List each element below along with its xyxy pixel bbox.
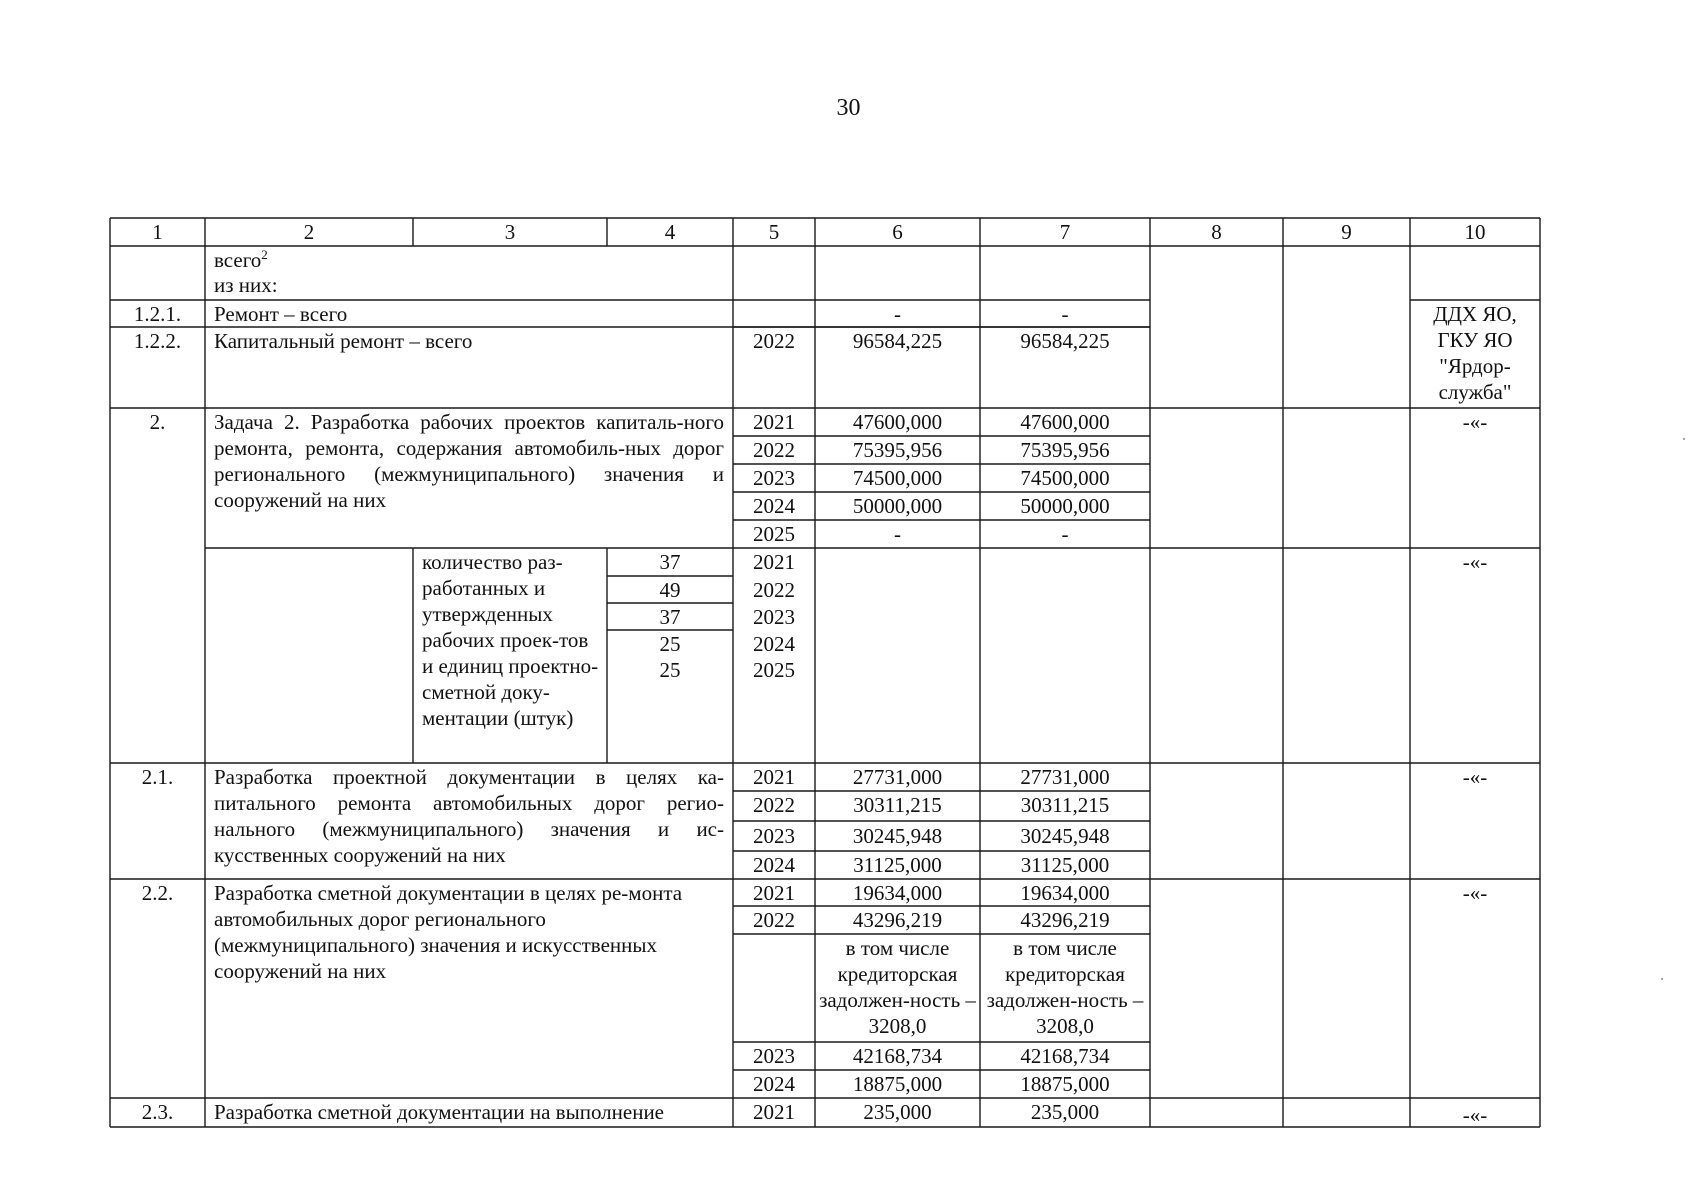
indicator-executor: -«-	[1462, 550, 1488, 574]
row-2-1-number: 2.1.	[141, 765, 174, 789]
indicator-year: 2022	[753, 578, 795, 602]
row-2-2-executor: -«-	[1462, 881, 1488, 905]
row-2-2-col7: 43296,219	[1020, 908, 1110, 932]
indicator-year: 2025	[753, 658, 795, 682]
page-number: 30	[836, 95, 861, 121]
row-2-1-col7: 31125,000	[1020, 853, 1110, 877]
row-1-2-1-name: Ремонт – всего	[214, 302, 348, 326]
indicator-name: количество раз-работанных и утвержденных рабочих проек-тов и единиц проектно-сметной доку-ментации (штук)	[422, 550, 599, 730]
row-2-1-col6: 30311,215	[853, 793, 942, 817]
row-2-year: 2021	[753, 410, 795, 434]
row-2-1-col6: 30245,948	[852, 824, 943, 848]
row-2-1-col6: 31125,000	[853, 853, 942, 877]
row-2-2-year: 2024	[753, 1072, 795, 1096]
row-2-1-executor: -«-	[1462, 765, 1488, 789]
row-1-2-1-col7: -	[1061, 302, 1069, 326]
indicator-value: 25	[659, 658, 681, 682]
row-2-name: Задача 2. Разработка рабочих проектов капиталь-ного ремонта, ремонта, содержания автомобиль-ных дорог регионального (межмуниципального) значения и сооружений на них	[214, 410, 724, 512]
row-2-col6: 47600,000	[852, 410, 943, 434]
row-2-2-number: 2.2.	[141, 881, 174, 905]
row-2-col7: 50000,000	[1020, 494, 1110, 518]
row-2-col6: -	[894, 522, 901, 546]
row-1-2-2-year: 2022	[753, 329, 795, 353]
header-col-2: 2	[303, 220, 315, 244]
row-2-2-name: Разработка сметной документации в целях ре-монта автомобильных дорог регионального (межмуниципального) значения и искусственных сооружений на них	[214, 881, 683, 983]
header-col-4: 4	[664, 220, 676, 244]
row-1-2-2-name: Капитальный ремонт – всего	[214, 329, 473, 353]
indicator-value: 37	[659, 605, 681, 629]
row-2-1-col6: 27731,000	[852, 765, 943, 789]
row-2-3-col6: 235,000	[863, 1100, 932, 1124]
header-col-6: 6	[892, 220, 903, 244]
row-2-number: 2.	[149, 410, 166, 434]
row-2-1-year: 2022	[753, 793, 795, 817]
row-2-col7: 47600,000	[1020, 410, 1110, 434]
row-2-col7: -	[1061, 522, 1069, 546]
row-2-1-year: 2023	[753, 824, 795, 848]
row-2-1-col7: 30311,215	[1020, 793, 1110, 817]
indicator-year: 2021	[753, 550, 795, 574]
row-2-year: 2024	[753, 494, 795, 518]
row-2-2-col7: 19634,000	[1020, 881, 1110, 905]
row-2-3-executor: -«-	[1462, 1103, 1488, 1127]
indicator-year: 2024	[753, 632, 795, 656]
row-2-1-name: Разработка проектной документации в целях ка-питального ремонта автомобильных дорог регио-нального (межмуниципального) значения и ис-кусственных сооружений на них	[214, 765, 724, 867]
scan-speck	[1661, 978, 1663, 980]
row-2-1-col7: 27731,000	[1020, 765, 1110, 789]
row-2-col6: 75395,956	[852, 438, 943, 462]
row-2-1-year: 2021	[753, 765, 795, 789]
row-1-2-2-col6: 96584,225	[852, 329, 943, 353]
indicator-value: 49	[659, 578, 681, 602]
row-2-year: 2022	[753, 438, 795, 462]
intro-of-them-label: из них:	[214, 273, 278, 297]
row-2-1-year: 2024	[753, 853, 795, 877]
row-2-3-number: 2.3.	[141, 1100, 174, 1124]
row-2-col7: 75395,956	[1020, 438, 1110, 462]
indicator-year: 2023	[753, 605, 795, 629]
row-2-3-year: 2021	[753, 1100, 795, 1124]
row-1-2-2-number: 1.2.2.	[133, 329, 182, 353]
indicator-value: 25	[659, 632, 681, 656]
row-2-col6: 74500,000	[852, 466, 943, 490]
executor-label: ДДХ ЯО, ГКУ ЯО "Ярдор-служба"	[1433, 302, 1517, 404]
row-1-2-1-col6: -	[894, 302, 901, 326]
indicator-value: 37	[659, 550, 681, 574]
scan-speck	[1683, 438, 1685, 440]
row-2-2-col6: 42168,734	[852, 1044, 943, 1068]
header-col-5: 5	[768, 220, 780, 244]
header-col-7: 7	[1059, 220, 1071, 244]
row-2-3-col7: 235,000	[1030, 1100, 1100, 1124]
row-1-2-2-col7: 96584,225	[1020, 329, 1110, 353]
row-2-executor: -«-	[1462, 410, 1488, 434]
footnote-mark: 2	[261, 247, 268, 262]
row-2-2-col6: 18875,000	[852, 1072, 943, 1096]
row-2-2-col6: 43296,219	[852, 908, 943, 932]
row-2-2-year: 2021	[753, 881, 795, 905]
row-2-col7: 74500,000	[1020, 466, 1110, 490]
header-col-1: 1	[152, 220, 163, 244]
row-2-year: 2025	[753, 522, 795, 546]
row-2-2-col6-note: в том числе кредиторская задолжен-ность – 3208,0	[819, 936, 976, 1038]
row-2-col6: 50000,000	[852, 494, 943, 518]
header-col-9: 9	[1341, 220, 1352, 244]
row-2-year: 2023	[753, 466, 795, 490]
header-col-10: 10	[1464, 220, 1486, 244]
row-2-2-year: 2023	[753, 1044, 795, 1068]
header-col-3: 3	[504, 220, 516, 244]
row-2-2-col7-note: в том числе кредиторская задолжен-ность – 3208,0	[986, 936, 1144, 1038]
row-2-2-col6: 19634,000	[852, 881, 943, 905]
row-2-3-name: Разработка сметной документации на выполнение	[214, 1100, 665, 1124]
header-col-8: 8	[1211, 220, 1222, 244]
row-2-2-year: 2022	[753, 908, 795, 932]
row-2-2-col7: 18875,000	[1020, 1072, 1110, 1096]
row-1-2-1-number: 1.2.1.	[133, 302, 182, 326]
row-2-1-col7: 30245,948	[1020, 824, 1110, 848]
intro-total-label: всего$^2$	[214, 247, 268, 272]
row-2-2-col7: 42168,734	[1020, 1044, 1110, 1068]
